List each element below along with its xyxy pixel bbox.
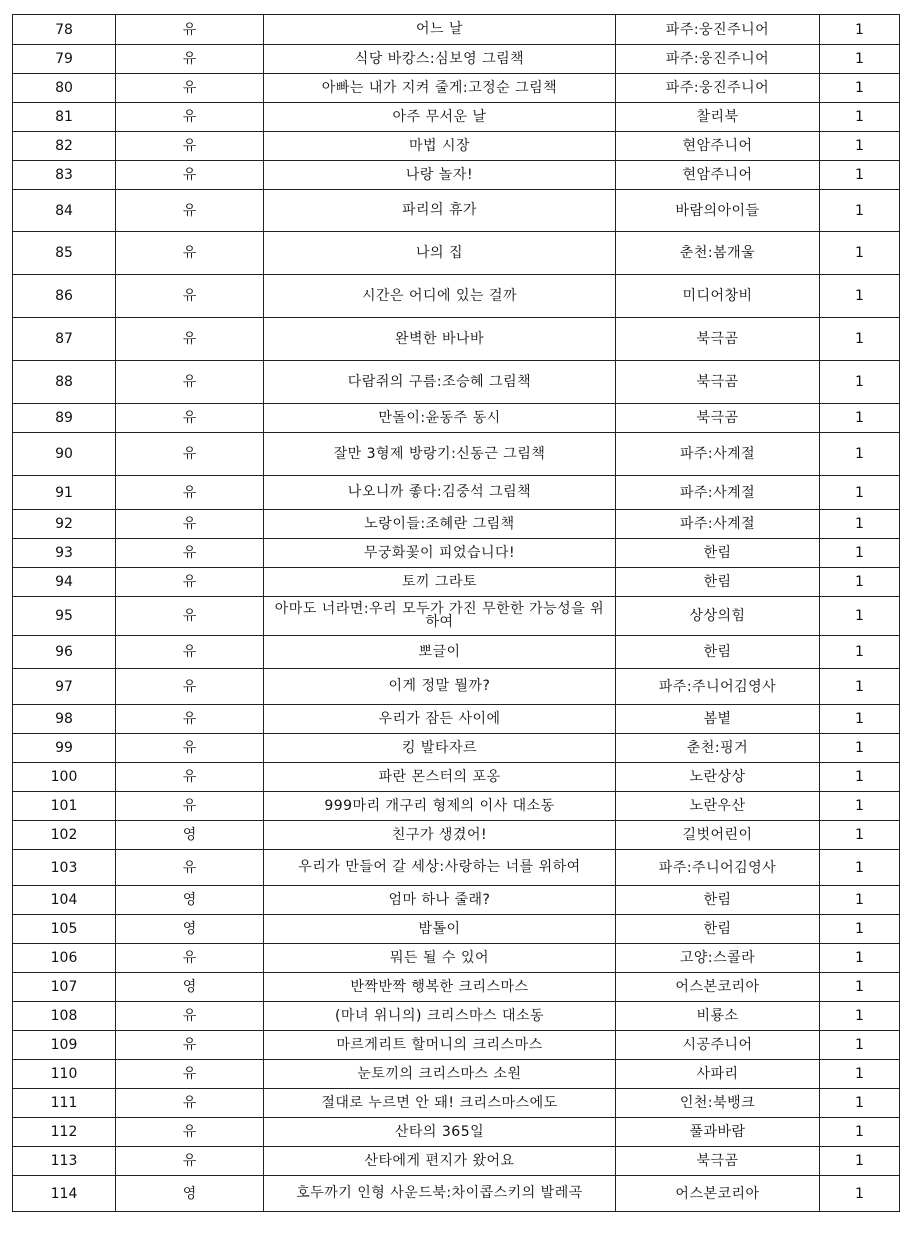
row-publisher: 시공주니어 xyxy=(616,1031,820,1060)
row-quantity: 1 xyxy=(820,275,900,318)
row-category: 유 xyxy=(116,433,264,476)
book-list-table xyxy=(12,14,900,1212)
table-row xyxy=(13,669,900,705)
row-title: 반짝반짝 행복한 크리스마스 xyxy=(264,973,616,1002)
table-row xyxy=(13,1060,900,1089)
table-row xyxy=(13,275,900,318)
table-row xyxy=(13,476,900,510)
row-number: 87 xyxy=(13,318,116,361)
row-number: 84 xyxy=(13,190,116,232)
row-number: 114 xyxy=(13,1176,116,1212)
row-quantity: 1 xyxy=(820,886,900,915)
row-title: 무궁화꽃이 피었습니다! xyxy=(264,539,616,568)
row-category: 유 xyxy=(116,792,264,821)
row-category: 유 xyxy=(116,1147,264,1176)
row-number: 100 xyxy=(13,763,116,792)
row-publisher: 풀과바람 xyxy=(616,1118,820,1147)
row-category: 유 xyxy=(116,161,264,190)
row-category: 영 xyxy=(116,973,264,1002)
table-row xyxy=(13,597,900,636)
row-quantity: 1 xyxy=(820,792,900,821)
table-row xyxy=(13,568,900,597)
row-number: 110 xyxy=(13,1060,116,1089)
row-publisher: 인천:북뱅크 xyxy=(616,1089,820,1118)
table-row xyxy=(13,318,900,361)
row-title: 완벽한 바나바 xyxy=(264,318,616,361)
table-row xyxy=(13,915,900,944)
row-title: 눈토끼의 크리스마스 소원 xyxy=(264,1060,616,1089)
row-category: 유 xyxy=(116,705,264,734)
row-quantity: 1 xyxy=(820,361,900,404)
row-number: 92 xyxy=(13,510,116,539)
table-row xyxy=(13,792,900,821)
row-category: 유 xyxy=(116,944,264,973)
row-publisher: 길벗어린이 xyxy=(616,821,820,850)
row-publisher: 노란우산 xyxy=(616,792,820,821)
row-quantity: 1 xyxy=(820,510,900,539)
row-category: 유 xyxy=(116,1002,264,1031)
table-row xyxy=(13,15,900,45)
row-quantity: 1 xyxy=(820,1176,900,1212)
table-row xyxy=(13,1147,900,1176)
row-quantity: 1 xyxy=(820,734,900,763)
row-quantity: 1 xyxy=(820,915,900,944)
row-number: 86 xyxy=(13,275,116,318)
table-row xyxy=(13,1089,900,1118)
row-title: 산타의 365일 xyxy=(264,1118,616,1147)
row-quantity: 1 xyxy=(820,821,900,850)
row-category: 유 xyxy=(116,510,264,539)
row-title: 친구가 생겼어! xyxy=(264,821,616,850)
row-number: 97 xyxy=(13,669,116,705)
table-row xyxy=(13,973,900,1002)
row-publisher: 봄볕 xyxy=(616,705,820,734)
row-title: 노랑이들:조혜란 그림책 xyxy=(264,510,616,539)
row-category: 유 xyxy=(116,1118,264,1147)
table-row xyxy=(13,74,900,103)
row-publisher: 파주:사계절 xyxy=(616,433,820,476)
table-row xyxy=(13,944,900,973)
row-publisher: 바람의아이들 xyxy=(616,190,820,232)
table-row xyxy=(13,1118,900,1147)
table-row xyxy=(13,433,900,476)
row-title: 다람쥐의 구름:조승혜 그림책 xyxy=(264,361,616,404)
row-title: 시간은 어디에 있는 걸까 xyxy=(264,275,616,318)
row-quantity: 1 xyxy=(820,74,900,103)
row-number: 113 xyxy=(13,1147,116,1176)
row-quantity: 1 xyxy=(820,232,900,275)
row-number: 79 xyxy=(13,45,116,74)
table-row xyxy=(13,539,900,568)
row-title: 마법 시장 xyxy=(264,132,616,161)
row-category: 유 xyxy=(116,636,264,669)
row-number: 90 xyxy=(13,433,116,476)
table-row xyxy=(13,705,900,734)
row-quantity: 1 xyxy=(820,973,900,1002)
row-category: 유 xyxy=(116,1060,264,1089)
row-publisher: 파주:사계절 xyxy=(616,476,820,510)
row-quantity: 1 xyxy=(820,597,900,636)
row-number: 81 xyxy=(13,103,116,132)
row-quantity: 1 xyxy=(820,433,900,476)
table-row xyxy=(13,161,900,190)
row-category: 유 xyxy=(116,539,264,568)
table-row xyxy=(13,190,900,232)
row-publisher: 파주:주니어김영사 xyxy=(616,669,820,705)
table-row xyxy=(13,636,900,669)
row-title: 나의 집 xyxy=(264,232,616,275)
row-publisher: 사파리 xyxy=(616,1060,820,1089)
row-number: 96 xyxy=(13,636,116,669)
row-number: 104 xyxy=(13,886,116,915)
row-quantity: 1 xyxy=(820,476,900,510)
row-title: 우리가 만들어 갈 세상:사랑하는 너를 위하여 xyxy=(264,850,616,886)
table-row xyxy=(13,850,900,886)
row-category: 유 xyxy=(116,734,264,763)
row-title: 식당 바캉스:심보영 그림책 xyxy=(264,45,616,74)
row-publisher: 현암주니어 xyxy=(616,161,820,190)
row-number: 102 xyxy=(13,821,116,850)
table-row xyxy=(13,1002,900,1031)
row-title: 엄마 하나 줄래? xyxy=(264,886,616,915)
row-publisher: 미디어창비 xyxy=(616,275,820,318)
row-category: 유 xyxy=(116,669,264,705)
row-title: 나랑 놀자! xyxy=(264,161,616,190)
row-category: 유 xyxy=(116,361,264,404)
table-row xyxy=(13,361,900,404)
row-category: 영 xyxy=(116,821,264,850)
row-title: 파란 몬스터의 포옹 xyxy=(264,763,616,792)
table-row xyxy=(13,1176,900,1212)
table-row xyxy=(13,510,900,539)
row-title: 절대로 누르면 안 돼! 크리스마스에도 xyxy=(264,1089,616,1118)
row-number: 98 xyxy=(13,705,116,734)
table-row xyxy=(13,763,900,792)
row-number: 101 xyxy=(13,792,116,821)
row-number: 80 xyxy=(13,74,116,103)
table-row xyxy=(13,821,900,850)
row-title: (마녀 위니의) 크리스마스 대소동 xyxy=(264,1002,616,1031)
row-quantity: 1 xyxy=(820,1089,900,1118)
table-row xyxy=(13,232,900,275)
row-title: 파리의 휴가 xyxy=(264,190,616,232)
row-category: 유 xyxy=(116,15,264,45)
table-row xyxy=(13,886,900,915)
row-publisher: 북극곰 xyxy=(616,318,820,361)
row-category: 유 xyxy=(116,404,264,433)
row-publisher: 한림 xyxy=(616,568,820,597)
row-quantity: 1 xyxy=(820,636,900,669)
row-number: 112 xyxy=(13,1118,116,1147)
row-quantity: 1 xyxy=(820,669,900,705)
row-number: 103 xyxy=(13,850,116,886)
row-publisher: 한림 xyxy=(616,636,820,669)
row-title: 아주 무서운 날 xyxy=(264,103,616,132)
row-quantity: 1 xyxy=(820,763,900,792)
row-publisher: 북극곰 xyxy=(616,361,820,404)
row-quantity: 1 xyxy=(820,161,900,190)
row-category: 유 xyxy=(116,74,264,103)
book-list-body xyxy=(13,15,900,1212)
row-title: 나오니까 좋다:김중석 그림책 xyxy=(264,476,616,510)
row-number: 91 xyxy=(13,476,116,510)
row-number: 106 xyxy=(13,944,116,973)
row-title: 호두까기 인형 사운드북:차이콥스키의 발레곡 xyxy=(264,1176,616,1212)
row-publisher: 어스본코리아 xyxy=(616,973,820,1002)
row-number: 82 xyxy=(13,132,116,161)
row-category: 영 xyxy=(116,886,264,915)
row-category: 유 xyxy=(116,763,264,792)
row-title: 이게 정말 뭘까? xyxy=(264,669,616,705)
row-category: 유 xyxy=(116,850,264,886)
row-title: 토끼 그라토 xyxy=(264,568,616,597)
row-number: 99 xyxy=(13,734,116,763)
row-quantity: 1 xyxy=(820,15,900,45)
row-category: 유 xyxy=(116,476,264,510)
row-number: 85 xyxy=(13,232,116,275)
row-publisher: 파주:사계절 xyxy=(616,510,820,539)
row-number: 111 xyxy=(13,1089,116,1118)
row-number: 83 xyxy=(13,161,116,190)
row-publisher: 한림 xyxy=(616,539,820,568)
row-title: 뭐든 될 수 있어 xyxy=(264,944,616,973)
row-category: 유 xyxy=(116,568,264,597)
row-category: 유 xyxy=(116,1089,264,1118)
row-publisher: 파주:주니어김영사 xyxy=(616,850,820,886)
row-number: 93 xyxy=(13,539,116,568)
row-publisher: 노란상상 xyxy=(616,763,820,792)
row-category: 영 xyxy=(116,915,264,944)
table-row xyxy=(13,45,900,74)
row-publisher: 북극곰 xyxy=(616,404,820,433)
row-quantity: 1 xyxy=(820,1147,900,1176)
table-row xyxy=(13,1031,900,1060)
row-quantity: 1 xyxy=(820,1031,900,1060)
table-row xyxy=(13,132,900,161)
row-title: 아마도 너라면:우리 모두가 가진 무한한 가능성을 위하여 xyxy=(264,597,616,636)
row-publisher: 춘천:핑거 xyxy=(616,734,820,763)
row-publisher: 한림 xyxy=(616,915,820,944)
row-quantity: 1 xyxy=(820,705,900,734)
row-category: 유 xyxy=(116,1031,264,1060)
row-category: 유 xyxy=(116,597,264,636)
row-quantity: 1 xyxy=(820,45,900,74)
row-publisher: 파주:웅진주니어 xyxy=(616,15,820,45)
row-title: 아빠는 내가 지켜 줄게:고정순 그림책 xyxy=(264,74,616,103)
row-publisher: 상상의힘 xyxy=(616,597,820,636)
row-title: 우리가 잠든 사이에 xyxy=(264,705,616,734)
table-row xyxy=(13,404,900,433)
row-category: 유 xyxy=(116,45,264,74)
row-title: 킹 발타자르 xyxy=(264,734,616,763)
row-quantity: 1 xyxy=(820,944,900,973)
row-number: 88 xyxy=(13,361,116,404)
row-quantity: 1 xyxy=(820,1118,900,1147)
row-title: 잘만 3형제 방랑기:신동근 그림책 xyxy=(264,433,616,476)
row-number: 94 xyxy=(13,568,116,597)
row-number: 78 xyxy=(13,15,116,45)
row-publisher: 북극곰 xyxy=(616,1147,820,1176)
row-quantity: 1 xyxy=(820,404,900,433)
row-publisher: 비룡소 xyxy=(616,1002,820,1031)
row-quantity: 1 xyxy=(820,568,900,597)
row-number: 105 xyxy=(13,915,116,944)
row-quantity: 1 xyxy=(820,1002,900,1031)
row-title: 밤톨이 xyxy=(264,915,616,944)
row-title: 뽀글이 xyxy=(264,636,616,669)
row-publisher: 춘천:봄개울 xyxy=(616,232,820,275)
row-category: 영 xyxy=(116,1176,264,1212)
row-title: 마르게리트 할머니의 크리스마스 xyxy=(264,1031,616,1060)
row-category: 유 xyxy=(116,232,264,275)
row-title: 999마리 개구리 형제의 이사 대소동 xyxy=(264,792,616,821)
row-number: 95 xyxy=(13,597,116,636)
row-quantity: 1 xyxy=(820,1060,900,1089)
row-category: 유 xyxy=(116,275,264,318)
row-publisher: 한림 xyxy=(616,886,820,915)
row-number: 107 xyxy=(13,973,116,1002)
row-quantity: 1 xyxy=(820,539,900,568)
row-number: 109 xyxy=(13,1031,116,1060)
row-publisher: 어스본코리아 xyxy=(616,1176,820,1212)
row-quantity: 1 xyxy=(820,318,900,361)
row-category: 유 xyxy=(116,318,264,361)
row-publisher: 파주:웅진주니어 xyxy=(616,45,820,74)
row-title: 만돌이:윤동주 동시 xyxy=(264,404,616,433)
table-row xyxy=(13,103,900,132)
table-row xyxy=(13,734,900,763)
row-category: 유 xyxy=(116,190,264,232)
row-publisher: 고양:스콜라 xyxy=(616,944,820,973)
row-category: 유 xyxy=(116,103,264,132)
row-category: 유 xyxy=(116,132,264,161)
row-quantity: 1 xyxy=(820,103,900,132)
row-publisher: 현암주니어 xyxy=(616,132,820,161)
row-quantity: 1 xyxy=(820,190,900,232)
row-quantity: 1 xyxy=(820,132,900,161)
row-title: 어느 날 xyxy=(264,15,616,45)
row-quantity: 1 xyxy=(820,850,900,886)
row-title: 산타에게 편지가 왔어요 xyxy=(264,1147,616,1176)
row-publisher: 파주:웅진주니어 xyxy=(616,74,820,103)
row-number: 89 xyxy=(13,404,116,433)
row-publisher: 찰리북 xyxy=(616,103,820,132)
row-number: 108 xyxy=(13,1002,116,1031)
